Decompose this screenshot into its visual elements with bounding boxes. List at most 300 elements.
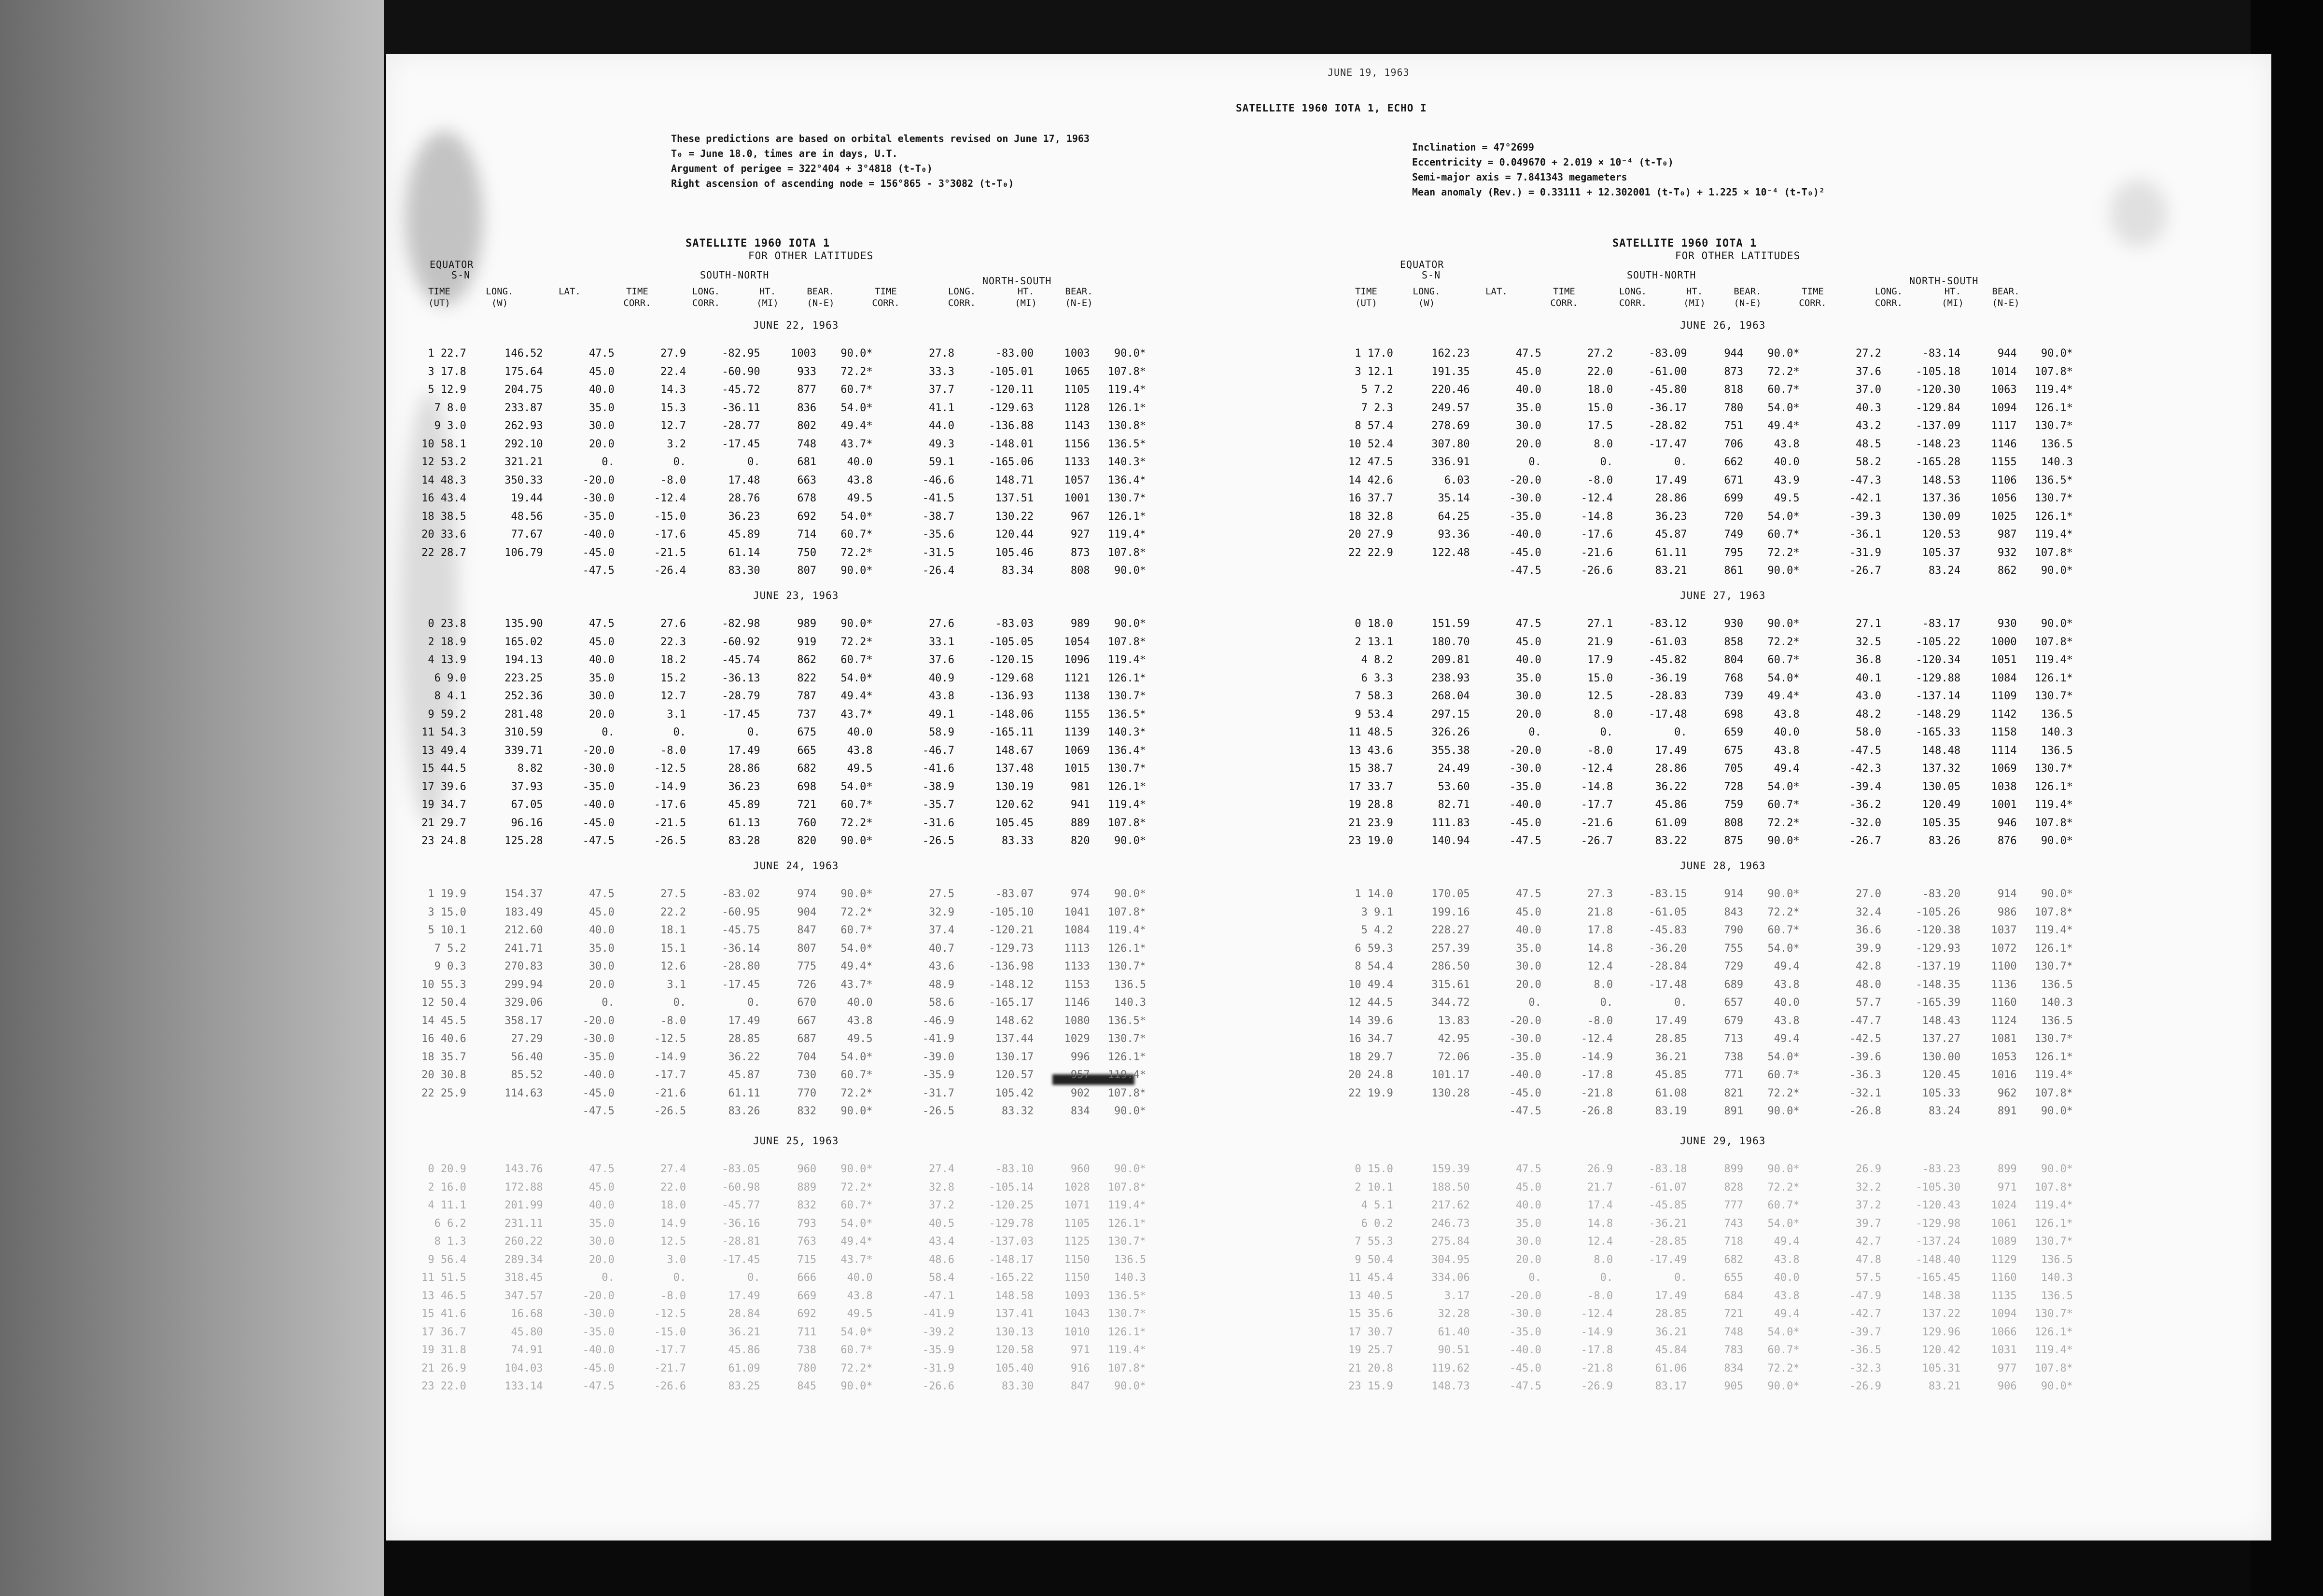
table-cell: -165.28 <box>1916 456 1961 469</box>
table-cell: 54.0* <box>840 672 873 684</box>
table-cell: 24.49 <box>1438 763 1470 775</box>
table-cell: -165.39 <box>1916 997 1961 1009</box>
table-cell: -26.6 <box>654 1380 686 1393</box>
table-cell: 1000 <box>1991 636 2017 648</box>
table-cell: 1155 <box>1991 456 2017 469</box>
table-cell: 130.7* <box>1107 1033 1147 1045</box>
table-cell: 120.58 <box>995 1344 1034 1357</box>
table-cell: -21.8 <box>1581 1087 1613 1099</box>
table-cell: 107.8* <box>1107 365 1147 378</box>
table-row <box>1342 994 2211 1012</box>
header-title: SATELLITE 1960 IOTA 1, ECHO I <box>1236 102 1427 114</box>
table-cell: 1014 <box>1991 365 2017 378</box>
table-cell: 18 32.8 <box>1348 510 1393 523</box>
table-cell: 43.7* <box>840 1253 873 1266</box>
table-cell: 899 <box>1997 1163 2017 1176</box>
table-cell-spacer <box>2073 796 2211 814</box>
table-cell: -39.6 <box>1849 1051 1882 1063</box>
table-cell <box>466 1102 543 1121</box>
table-cell: 728 <box>1724 780 1744 793</box>
table-row <box>415 1215 1284 1233</box>
table-cell: 54.0* <box>840 402 873 414</box>
table-cell: 119.62 <box>1431 1362 1470 1374</box>
table-cell: -105.22 <box>1916 636 1961 648</box>
table-cell-spacer <box>2073 994 2211 1012</box>
table-cell-spacer <box>2073 651 2211 669</box>
table-cell: -46.6 <box>922 474 955 486</box>
table-cell: 12.4 <box>1587 1235 1613 1248</box>
table-cell: 61.11 <box>728 1087 760 1099</box>
table-cell: 61.11 <box>1655 546 1687 559</box>
table-cell: 107.8* <box>1107 817 1147 829</box>
table-cell: 1003 <box>791 347 817 360</box>
table-cell: 6 59.3 <box>1355 942 1393 955</box>
table-cell: -31.6 <box>922 817 955 829</box>
table-cell: 0. <box>1600 1272 1613 1284</box>
table-cell: 17.49 <box>728 1014 760 1027</box>
table-cell: 30.0 <box>588 960 615 973</box>
table-cell: 137.32 <box>1922 763 1961 775</box>
table-cell: 43.8 <box>847 474 873 486</box>
table-cell: 105.46 <box>995 546 1034 559</box>
table-cell: -46.7 <box>922 744 955 757</box>
table-cell: 807 <box>797 942 817 955</box>
table-cell: 209.81 <box>1431 654 1470 666</box>
table-row <box>1342 472 2211 490</box>
table-cell: 32.5 <box>1856 636 1882 648</box>
table-cell: 61.09 <box>728 1362 760 1374</box>
table-cell: 689 <box>1724 978 1744 991</box>
table-cell-spacer <box>1146 363 1284 381</box>
table-cell: 260.22 <box>504 1235 543 1248</box>
table-cell: 4 13.9 <box>428 654 466 666</box>
table-cell: -82.98 <box>722 618 760 630</box>
table-cell: 721 <box>797 799 817 811</box>
table-cell: 105.42 <box>995 1087 1034 1099</box>
table-cell: 22 19.9 <box>1348 1087 1393 1099</box>
table-cell: 238.93 <box>1431 672 1470 684</box>
table-cell: 802 <box>797 420 817 432</box>
table-cell: -17.7 <box>654 1344 686 1357</box>
table-cell-spacer <box>2073 435 2211 454</box>
table-cell: 875 <box>1724 835 1744 847</box>
table-cell-spacer <box>1146 345 1284 363</box>
table-cell: 72.2* <box>1767 817 1800 829</box>
table-cell: 60.7* <box>1767 1069 1800 1082</box>
table-cell: 43.8 <box>1774 438 1800 450</box>
table-cell: 90.0* <box>840 347 873 360</box>
table-cell: 83.30 <box>1001 1380 1034 1393</box>
north-south-label: NORTH-SOUTH <box>982 275 1052 287</box>
column-header: TIME CORR. <box>623 286 651 308</box>
table-cell: 715 <box>797 1253 817 1266</box>
table-cell: 107.8* <box>2034 1362 2073 1374</box>
table-cell: 60.7* <box>1767 384 1800 396</box>
table-cell: 914 <box>1724 888 1744 901</box>
table-cell-spacer <box>1146 417 1284 435</box>
table-cell: 54.0* <box>1767 1217 1800 1230</box>
table-cell: 751 <box>1724 420 1744 432</box>
table-cell: 90.0* <box>840 835 873 847</box>
table-cell: -45.0 <box>1509 546 1541 559</box>
table-cell: -129.93 <box>1916 942 1961 955</box>
table-cell: 321.21 <box>504 456 543 469</box>
table-cell: 90.0* <box>840 1105 873 1118</box>
column-header: LONG. CORR. <box>1619 286 1647 308</box>
table-cell: 48.6 <box>929 1253 955 1266</box>
table-cell: 7 2.3 <box>1361 402 1393 414</box>
table-cell: 83.21 <box>1928 1380 1961 1393</box>
table-cell-spacer <box>1146 1341 1284 1360</box>
table-cell: -14.8 <box>1581 780 1613 793</box>
table-cell: 126.1* <box>1107 1217 1147 1230</box>
table-cell: 675 <box>1724 744 1744 757</box>
table-row <box>415 1030 1284 1048</box>
table-row <box>415 489 1284 508</box>
table-cell: -45.0 <box>582 1087 615 1099</box>
table-cell: 61.13 <box>728 817 760 829</box>
table-cell: 0. <box>602 726 615 739</box>
table-cell: 15.1 <box>660 942 686 955</box>
table-cell-spacer <box>1146 921 1284 940</box>
table-cell: 755 <box>1724 942 1744 955</box>
table-cell: 1084 <box>1064 924 1090 937</box>
table-cell: 119.4* <box>1107 1199 1147 1212</box>
table-cell: 119.4* <box>1107 654 1147 666</box>
column-header: BEAR. (N-E) <box>1734 286 1762 308</box>
table-cell: 136.5 <box>2041 1253 2073 1266</box>
table-cell: -39.2 <box>922 1326 955 1338</box>
table-cell: 1084 <box>1991 672 2017 684</box>
table-cell-spacer <box>1146 760 1284 778</box>
table-cell: 36.23 <box>728 510 760 523</box>
table-cell: 12.7 <box>660 420 686 432</box>
table-cell: 10 49.4 <box>1348 978 1393 991</box>
table-cell: 18.0 <box>660 1199 686 1212</box>
table-cell-spacer <box>1146 544 1284 562</box>
table-cell: 12 47.5 <box>1348 456 1393 469</box>
header-date: JUNE 19, 1963 <box>1328 67 1410 78</box>
table-cell: -165.17 <box>989 997 1034 1009</box>
table-cell: 47.5 <box>588 888 615 901</box>
table-cell: 64.25 <box>1438 510 1470 523</box>
table-cell: -36.11 <box>722 402 760 414</box>
table-cell: 1160 <box>1991 1272 2017 1284</box>
table-cell: 27.9 <box>660 347 686 360</box>
table-cell: -120.21 <box>989 924 1034 937</box>
table-cell: 54.0* <box>1767 1326 1800 1338</box>
table-cell: 1072 <box>1991 942 2017 955</box>
table-cell: 40.0 <box>1774 726 1800 739</box>
table-cell: 795 <box>1724 546 1744 559</box>
table-cell: -31.9 <box>922 1362 955 1374</box>
table-row <box>415 1377 1284 1396</box>
table-cell: -40.0 <box>582 799 615 811</box>
table-cell: 832 <box>797 1105 817 1118</box>
table-cell: 989 <box>797 618 817 630</box>
table-cell: 90.51 <box>1438 1344 1470 1357</box>
table-cell: 836 <box>797 402 817 414</box>
south-north-label: SOUTH-NORTH <box>1627 269 1696 281</box>
table-cell: 32.9 <box>929 906 955 918</box>
table-cell: -39.0 <box>922 1051 955 1063</box>
table-cell-spacer <box>1146 706 1284 724</box>
table-cell: 21.8 <box>1587 906 1613 918</box>
table-cell: 667 <box>797 1014 817 1027</box>
table-row <box>1342 921 2211 940</box>
table-cell: 7 58.3 <box>1355 690 1393 703</box>
table-cell: -83.18 <box>1649 1163 1687 1176</box>
table-cell: 37.7 <box>929 384 955 396</box>
table-cell: 107.8* <box>2034 1087 2073 1099</box>
table-cell: 43.7* <box>840 438 873 450</box>
table-cell: -47.5 <box>1509 835 1541 847</box>
table-cell: -30.0 <box>1509 763 1541 775</box>
table-cell-spacer <box>2073 399 2211 417</box>
table-cell: 72.06 <box>1438 1051 1470 1063</box>
table-cell: -36.13 <box>722 672 760 684</box>
table-cell: 967 <box>1070 510 1090 523</box>
table-cell: 136.5* <box>2034 474 2073 486</box>
day-label: JUNE 22, 1963 <box>753 319 839 331</box>
table-cell-spacer <box>1146 453 1284 472</box>
day-table <box>415 615 1284 850</box>
table-cell: 1080 <box>1064 1014 1090 1027</box>
table-cell-spacer <box>1146 1215 1284 1233</box>
day-table <box>415 885 1284 1121</box>
table-cell: 130.7* <box>2034 960 2073 973</box>
table-cell: 22.0 <box>1587 365 1613 378</box>
table-cell: 44.0 <box>929 420 955 432</box>
table-cell: 40.0 <box>588 384 615 396</box>
table-row <box>1342 453 2211 472</box>
table-cell-spacer <box>1146 1048 1284 1067</box>
table-cell: 137.41 <box>995 1308 1034 1320</box>
equator-label: EQUATOR <box>430 259 474 270</box>
table-cell: -83.09 <box>1649 347 1687 360</box>
table-cell: 49.4* <box>1767 690 1800 703</box>
table-cell: 889 <box>797 1181 817 1194</box>
table-cell <box>1393 562 1470 580</box>
table-cell-spacer <box>1146 832 1284 850</box>
table-cell: -8.0 <box>660 474 686 486</box>
table-cell: 60.7* <box>840 1344 873 1357</box>
table-cell: 27.1 <box>1856 618 1882 630</box>
table-cell: -45.80 <box>1649 384 1687 396</box>
table-cell: -40.0 <box>582 1344 615 1357</box>
table-cell: 1153 <box>1064 978 1090 991</box>
table-cell <box>415 562 466 580</box>
table-cell: 120.53 <box>1922 528 1961 541</box>
table-cell: 47.5 <box>588 618 615 630</box>
table-cell: 90.0* <box>1767 565 1800 577</box>
table-cell: 20.0 <box>1515 438 1541 450</box>
table-cell: 120.45 <box>1922 1069 1961 1082</box>
table-cell: 40.0 <box>1774 997 1800 1009</box>
day-label: JUNE 28, 1963 <box>1680 860 1766 872</box>
table-cell: 960 <box>797 1163 817 1176</box>
table-cell: 0. <box>673 1272 686 1284</box>
table-cell: 1003 <box>1064 347 1090 360</box>
table-cell: 23 24.8 <box>421 835 466 847</box>
table-cell: 18.1 <box>660 924 686 937</box>
prediction-line: Argument of perigee = 322°404 + 3°4818 (t-T₀) <box>671 163 933 174</box>
table-cell: 15 41.6 <box>421 1308 466 1320</box>
table-cell: 90.0* <box>2041 347 2073 360</box>
table-cell: 83.25 <box>728 1380 760 1393</box>
table-cell: 738 <box>797 1344 817 1357</box>
table-cell: 834 <box>1070 1105 1090 1118</box>
table-cell: -60.90 <box>722 365 760 378</box>
table-cell: -30.0 <box>582 763 615 775</box>
table-cell: 35.0 <box>1515 402 1541 414</box>
table-cell: 861 <box>1724 565 1744 577</box>
table-cell: 1125 <box>1064 1235 1090 1248</box>
table-cell: 713 <box>1724 1033 1744 1045</box>
table-cell: 126.1* <box>1107 1326 1147 1338</box>
day-table <box>1342 615 2211 850</box>
table-cell: 40.7 <box>929 942 955 955</box>
table-cell: 27.0 <box>1856 888 1882 901</box>
table-cell: 49.4 <box>1774 1235 1800 1248</box>
table-cell: 28.85 <box>728 1033 760 1045</box>
table-cell: -20.0 <box>582 1290 615 1302</box>
table-cell-spacer <box>2073 1323 2211 1342</box>
table-cell: -137.03 <box>989 1235 1034 1248</box>
table-cell: 771 <box>1724 1069 1744 1082</box>
table-cell: 5 12.9 <box>428 384 466 396</box>
table-row <box>1342 796 2211 814</box>
table-cell: 0. <box>1674 456 1687 469</box>
table-cell: -137.24 <box>1916 1235 1961 1248</box>
table-cell: -129.98 <box>1916 1217 1961 1230</box>
table-cell: 326.26 <box>1431 726 1470 739</box>
table-cell: -21.5 <box>654 546 686 559</box>
table-cell: -21.6 <box>1581 817 1613 829</box>
table-cell: 83.19 <box>1655 1105 1687 1118</box>
table-cell: -129.88 <box>1916 672 1961 684</box>
table-cell: -14.9 <box>654 780 686 793</box>
table-cell: 3 15.0 <box>428 906 466 918</box>
table-cell: 904 <box>797 906 817 918</box>
table-cell: 0. <box>1674 1272 1687 1284</box>
table-cell: 105.45 <box>995 817 1034 829</box>
table-cell: -42.1 <box>1849 492 1882 505</box>
table-cell: 90.0* <box>840 1163 873 1176</box>
table-cell: 130.7* <box>2034 690 2073 703</box>
table-cell: 107.8* <box>2034 1181 2073 1194</box>
table-cell: 49.4* <box>840 690 873 703</box>
table-cell: -45.0 <box>582 1362 615 1374</box>
table-cell: 72.2* <box>840 1362 873 1374</box>
table-cell: -60.92 <box>722 636 760 648</box>
column-header: LONG. CORR. <box>948 286 976 308</box>
table-cell: 48.2 <box>1856 708 1882 721</box>
table-row <box>1342 562 2211 580</box>
table-cell: 111.83 <box>1431 817 1470 829</box>
table-row <box>415 706 1284 724</box>
table-cell: 137.27 <box>1922 1033 1961 1045</box>
table-cell: -17.7 <box>1581 799 1613 811</box>
table-cell: 49.4 <box>1774 1308 1800 1320</box>
table-cell: 23 22.0 <box>421 1380 466 1393</box>
column-header: HT. (MI) <box>1015 286 1037 308</box>
table-cell: -17.45 <box>722 978 760 991</box>
table-cell-spacer <box>2073 958 2211 976</box>
table-cell: 30.0 <box>1515 420 1541 432</box>
table-cell: -129.73 <box>989 942 1034 955</box>
table-cell: 3.1 <box>667 978 686 991</box>
table-cell: 33.3 <box>929 365 955 378</box>
table-cell: 130.7* <box>2034 420 2073 432</box>
table-cell: 72.2* <box>840 365 873 378</box>
table-cell: 23 15.9 <box>1348 1380 1393 1393</box>
table-row <box>1342 1012 2211 1030</box>
element-line: Mean anomaly (Rev.) = 0.33111 + 12.302001 (t-T₀) + 1.225 × 10⁻⁴ (t-T₀)² <box>1412 186 1825 198</box>
table-cell: -60.98 <box>722 1181 760 1194</box>
table-cell: 1155 <box>1064 708 1090 721</box>
table-cell-spacer <box>2073 778 2211 796</box>
table-cell: 136.5* <box>1107 438 1147 450</box>
table-cell: 41.1 <box>929 402 955 414</box>
table-cell: 21 26.9 <box>421 1362 466 1374</box>
table-cell: 304.95 <box>1431 1253 1470 1266</box>
table-cell: 49.4* <box>840 1235 873 1248</box>
table-cell: 126.1* <box>2034 1326 2073 1338</box>
table-row <box>415 1179 1284 1197</box>
table-cell: 43.8 <box>1774 744 1800 757</box>
table-row <box>415 976 1284 994</box>
table-cell: 54.0* <box>840 510 873 523</box>
table-cell: 315.61 <box>1431 978 1470 991</box>
table-cell: 1054 <box>1064 636 1090 648</box>
table-cell-spacer <box>1146 814 1284 833</box>
table-cell: -120.11 <box>989 384 1034 396</box>
table-cell: 1109 <box>1991 690 2017 703</box>
table-cell: 0. <box>1674 726 1687 739</box>
table-cell: 20.0 <box>1515 978 1541 991</box>
table-cell: 27.4 <box>929 1163 955 1176</box>
table-cell-spacer <box>2073 1215 2211 1233</box>
table-cell-spacer <box>2073 1084 2211 1103</box>
day-label: JUNE 27, 1963 <box>1680 590 1766 601</box>
table-cell: 172.88 <box>504 1181 543 1194</box>
table-cell-spacer <box>2073 1341 2211 1360</box>
table-cell: -35.7 <box>922 799 955 811</box>
table-cell: 1038 <box>1991 780 2017 793</box>
table-cell: 122.48 <box>1431 546 1470 559</box>
table-cell: 1150 <box>1064 1272 1090 1284</box>
table-cell: 148.71 <box>995 474 1034 486</box>
table-cell: -45.0 <box>582 817 615 829</box>
table-cell: 8.0 <box>1594 978 1613 991</box>
table-cell: 270.83 <box>504 960 543 973</box>
table-cell: 140.94 <box>1431 835 1470 847</box>
table-row <box>415 687 1284 706</box>
table-cell: 862 <box>1997 565 2017 577</box>
table-cell: 15 35.6 <box>1348 1308 1393 1320</box>
table-cell: 763 <box>797 1235 817 1248</box>
table-row <box>1342 760 2211 778</box>
table-cell: 9 53.4 <box>1355 708 1393 721</box>
day-table <box>1342 885 2211 1121</box>
table-cell: 19.44 <box>511 492 543 505</box>
table-cell-spacer <box>2073 544 2211 562</box>
table-cell: 48.9 <box>929 978 955 991</box>
table-cell: 130.8* <box>1107 420 1147 432</box>
table-cell: -148.29 <box>1916 708 1961 721</box>
table-cell: 130.7* <box>2034 1033 2073 1045</box>
